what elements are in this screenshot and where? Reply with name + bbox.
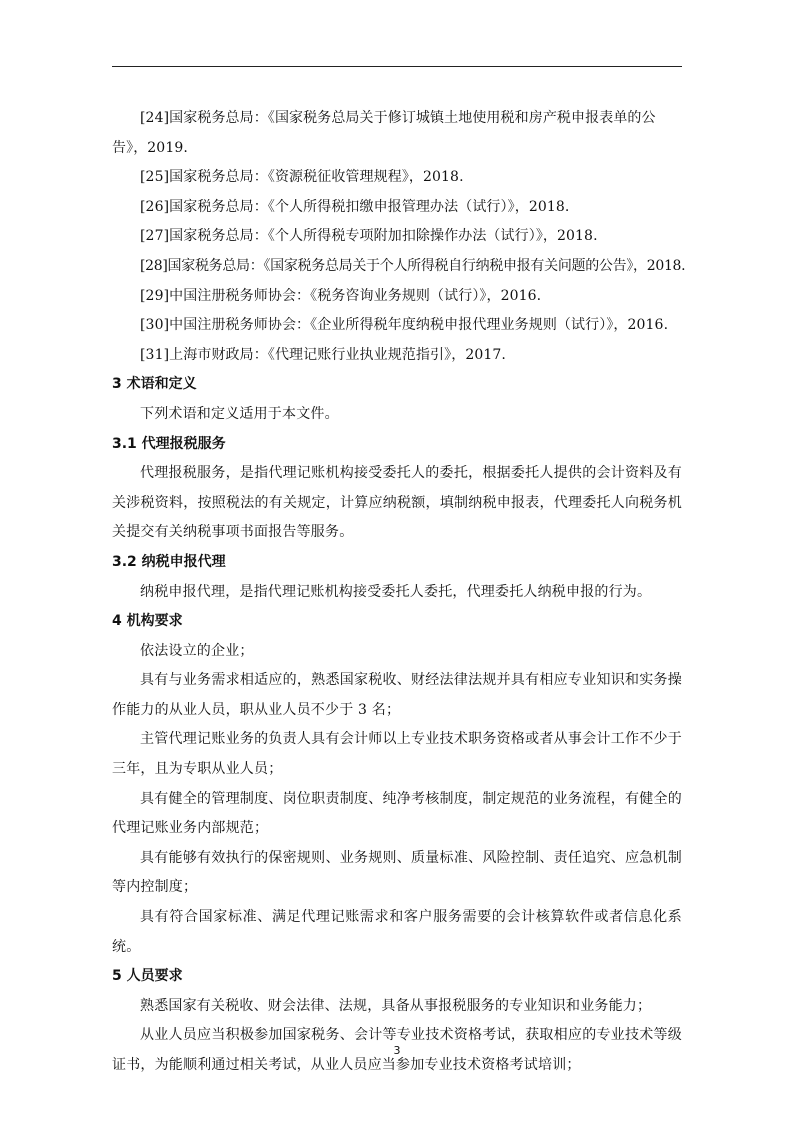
section-4-item: 主管代理记账业务的负责人具有会计师以上专业技术职务资格或者从事会计工作不少于三年，且为专职从业人员；: [112, 731, 682, 778]
section-4-item: 具有能够有效执行的保密规则、业务规则、质量标准、风险控制、责任追究、应急机制等内控制度；: [112, 849, 682, 896]
section-3-1-text: 代理报税服务，是指代理记账机构接受委托人的委托，根据委托人提供的会计资料及有关涉税资料，按照税法的有关规定，计算应纳税额，填制纳税申报表，代理委托人向税务机关提交有关纳税事项书面报告等服务。: [112, 465, 682, 541]
header-rule: [112, 66, 682, 67]
reference-31: [31]上海市财政局：《代理记账行业执业规范指引》，2017.: [140, 346, 506, 363]
reference-26: [26]国家税务总局：《个人所得税扣缴申报管理办法（试行）》，2018.: [140, 198, 570, 215]
section-4-item: 具有与业务需求相适应的，熟悉国家税收、财经法律法规并具有相应专业知识和实务操作能力的从业人员，职从业人员不少于 3 名；: [112, 672, 682, 718]
section-3-2-text: 纳税申报代理，是指代理记账机构接受委托人委托，代理委托人纳税申报的行为。: [140, 583, 652, 600]
section-3-2-heading: 3.2 纳税申报代理: [112, 553, 226, 570]
section-3-heading: 3 术语和定义: [112, 376, 197, 393]
reference-29: [29]中国注册税务师协会：《税务咨询业务规则（试行）》，2016.: [140, 287, 542, 304]
reference-25: [25]国家税务总局：《资源税征收管理规程》，2018.: [140, 169, 464, 186]
section-3-1-heading: 3.1 代理报税服务: [112, 435, 226, 452]
reference-30: [30]中国注册税务师协会：《企业所得税年度纳税申报代理业务规则（试行）》，2016.: [140, 317, 669, 334]
page-number: 3: [393, 1044, 401, 1057]
reference-24: [24]国家税务总局：《国家税务总局关于修订城镇土地使用税和房产税申报表单的公告》，2019.: [112, 110, 656, 156]
section-3-intro: 下列术语和定义适用于本文件。: [140, 405, 339, 422]
document-body: [112, 104, 686, 1081]
section-5-item: 从业人员应当积极参加国家税务、会计等专业技术资格考试，获取相应的专业技术等级证书，为能顺利通过相关考试，从业人员应当参加专业技术资格考试培训；: [112, 1027, 682, 1073]
reference-27: [27]国家税务总局：《个人所得税专项附加扣除操作办法（试行）》，2018.: [140, 228, 598, 245]
section-5-heading: 5 人员要求: [112, 968, 183, 985]
section-5-item: 熟悉国家有关税收、财会法律、法规，具备从事报税服务的专业知识和业务能力；: [140, 997, 652, 1014]
section-4-item: 具有符合国家标准、满足代理记账需求和客户服务需要的会计核算软件或者信息化系统。: [112, 909, 682, 955]
section-4-heading: 4 机构要求: [112, 613, 183, 630]
section-4-item: 依法设立的企业；: [140, 642, 254, 659]
section-4-item: 具有健全的管理制度、岗位职责制度、纯净考核制度，制定规范的业务流程，有健全的代理记账业务内部规范；: [112, 790, 682, 837]
reference-28: [28]国家税务总局：《国家税务总局关于个人所得税自行纳税申报有关问题的公告》，2018.: [140, 257, 686, 274]
